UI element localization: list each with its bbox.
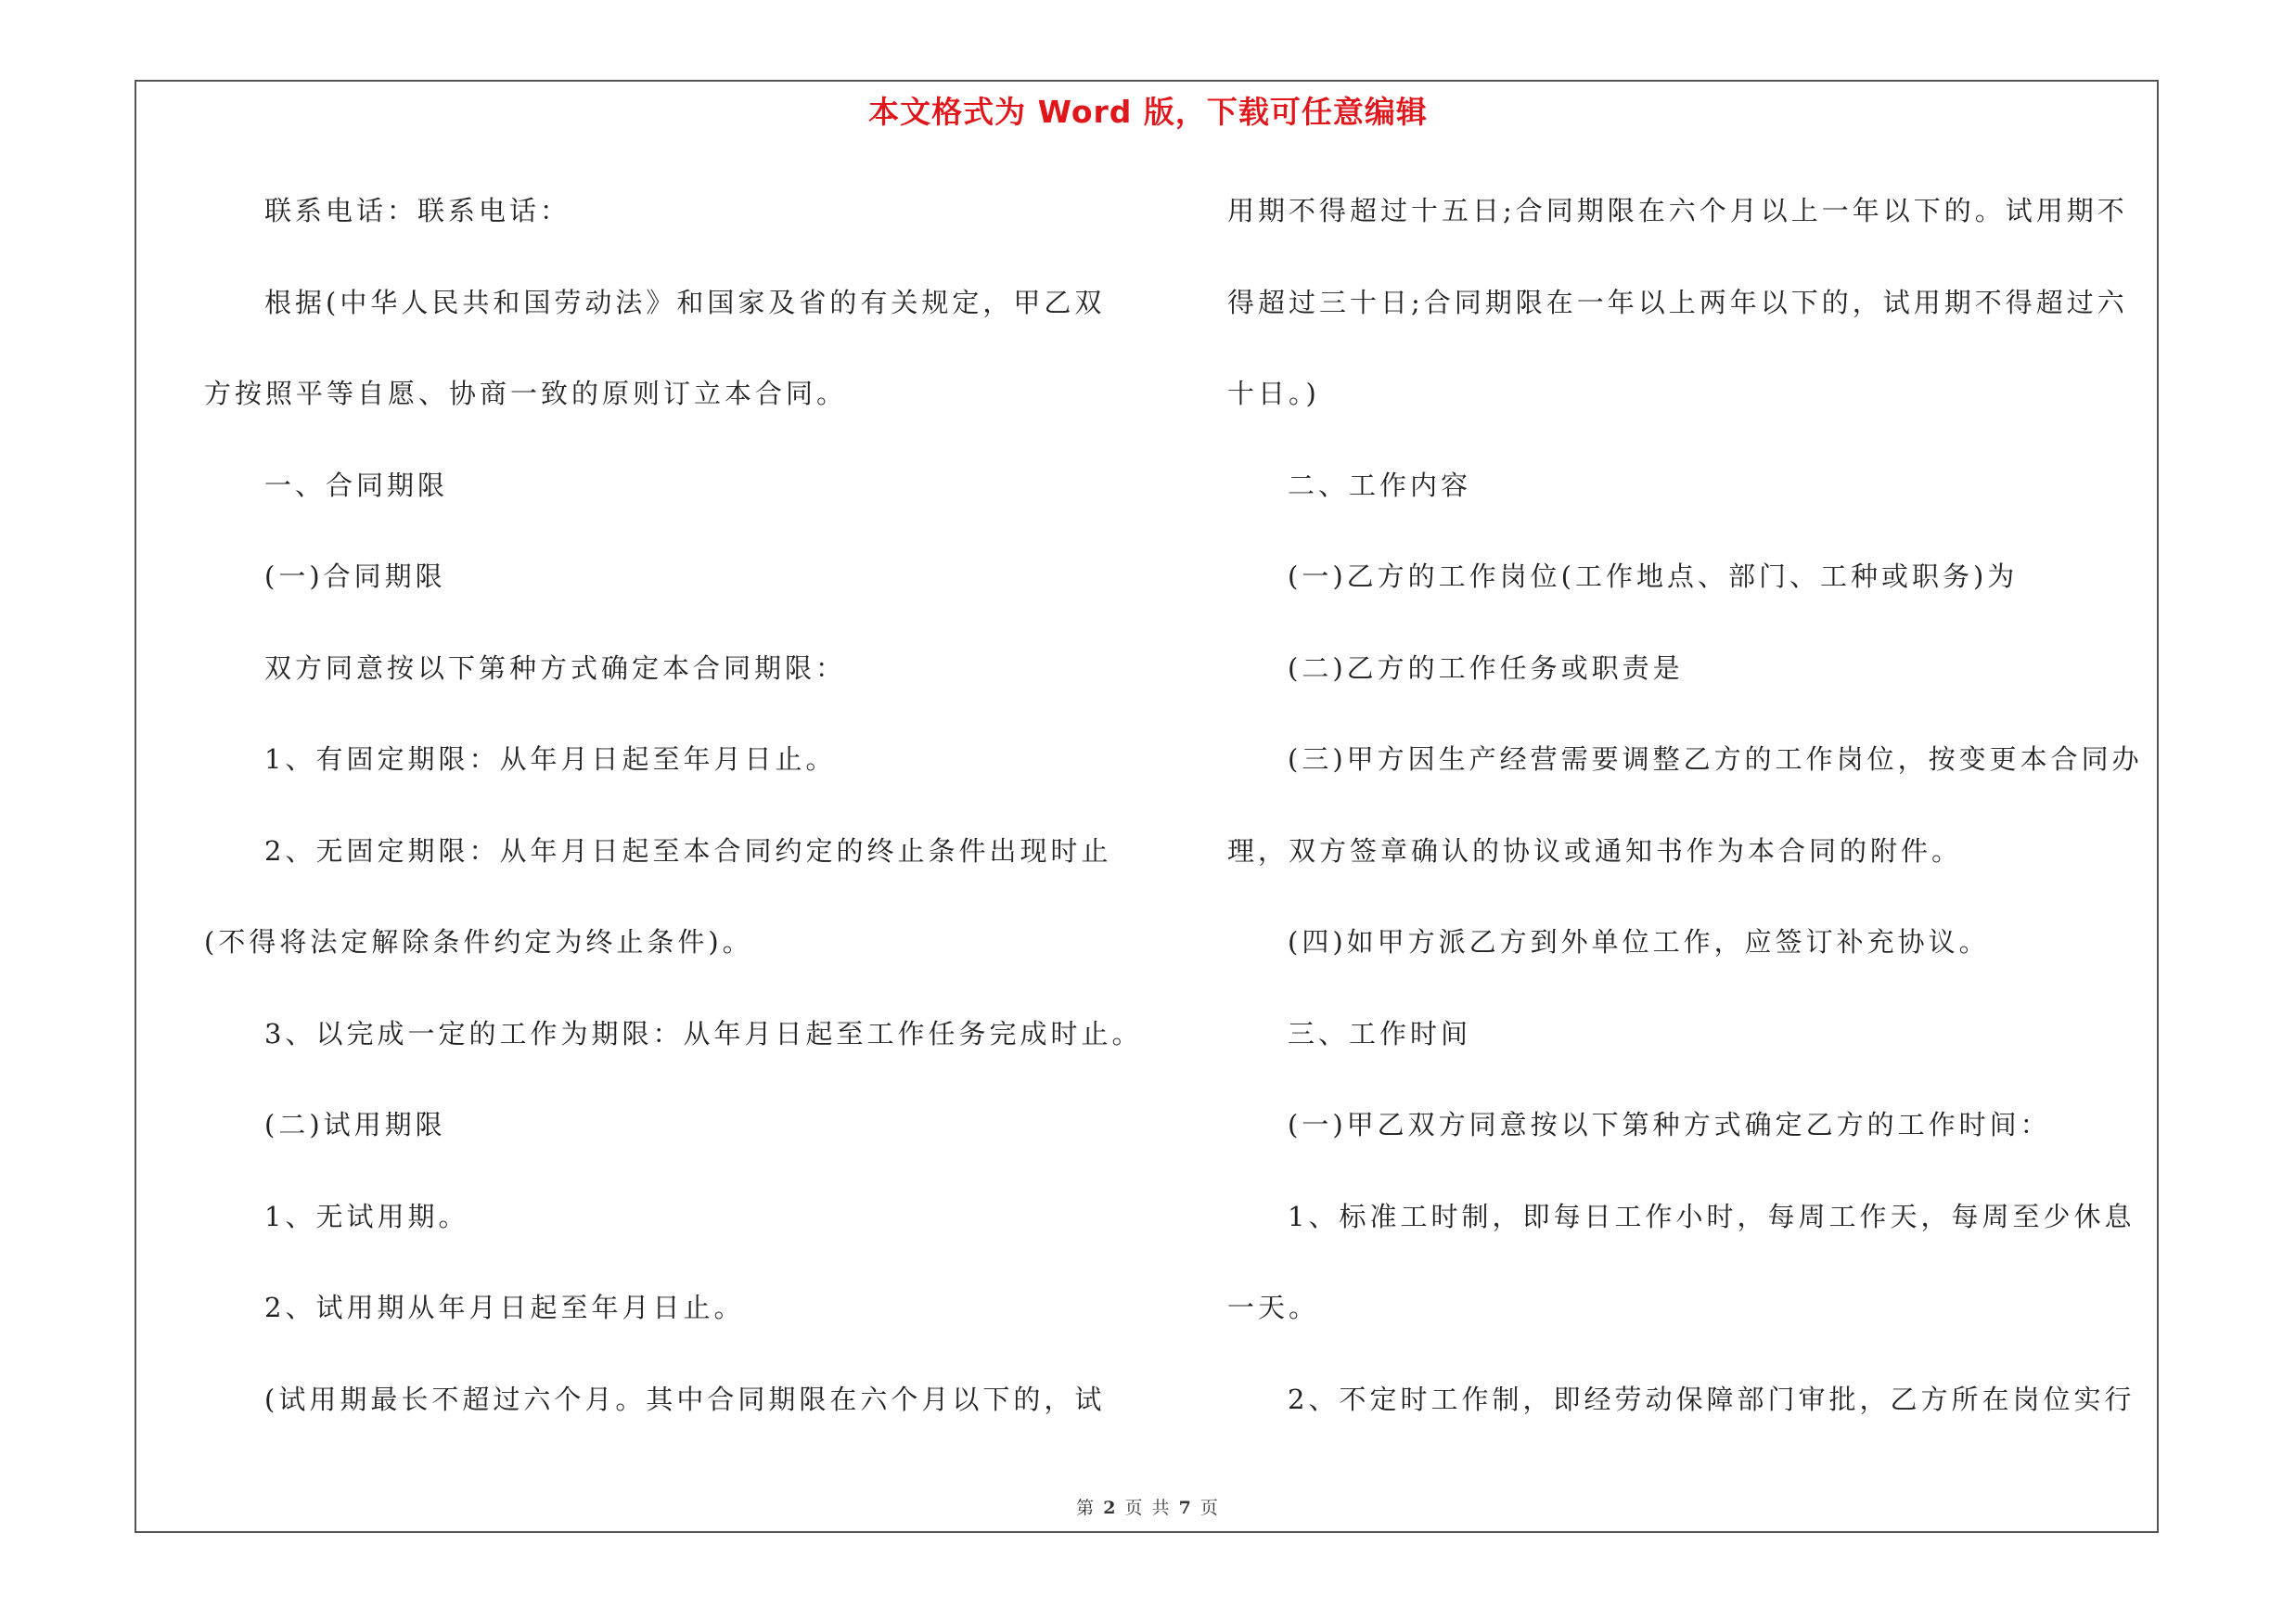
paragraph-line: 十日。) [1227,378,1320,409]
paragraph-line: 1、无试用期。 [264,1200,469,1232]
left-column [204,183,1143,1462]
paragraph-line: 一天。 [1227,1292,1320,1323]
paragraph-line: 二、工作内容 [1288,469,1472,501]
paragraph-line: 2、试用期从年月日起至年月日止。 [264,1292,745,1323]
paragraph-line: (四)如甲方派乙方到外单位工作，应签订补充协议。 [1288,926,1990,958]
paragraph-line: 2、不定时工作制，即经劳动保障部门审批，乙方所在岗位实行 [1288,1383,2136,1415]
paragraph-line: (试用期最长不超过六个月。其中合同期限在六个月以下的，试 [264,1383,1106,1415]
paragraph-line: 双方同意按以下第种方式确定本合同期限： [264,651,847,684]
paragraph-line: (二)乙方的工作任务或职责是 [1288,651,1684,684]
paragraph-line: 一、合同期限 [264,469,449,501]
paragraph-line: 联系电话：联系电话： [264,195,571,226]
footer-prefix: 第 [1076,1498,1097,1518]
format-banner: 本文格式为 Word 版，下载可任意编辑 [868,94,1428,130]
paragraph-line: (不得将法定解除条件约定为终止条件)。 [204,926,753,958]
paragraph-line: 得超过三十日;合同期限在一年以上两年以下的，试用期不得超过六 [1227,286,2128,318]
paragraph-line: (一)乙方的工作岗位(工作地点、部门、工种或职务)为 [1288,560,2019,592]
paragraph-line: 三、工作时间 [1288,1017,1472,1050]
paragraph-line: 2、无固定期限：从年月日起至本合同约定的终止条件出现时止 [264,834,1112,867]
paragraph-line: 理，双方签章确认的协议或通知书作为本合同的附件。 [1227,834,1963,867]
paragraph-line: (一)甲乙双方同意按以下第种方式确定乙方的工作时间： [1288,1109,2051,1140]
footer-suffix: 页 [1199,1498,1220,1518]
paragraph-line: (三)甲方因生产经营需要调整乙方的工作岗位，按变更本合同办 [1288,743,2143,775]
paragraph-line: 3、以完成一定的工作为期限：从年月日起至工作任务完成时止。 [264,1017,1143,1050]
paragraph-line: 1、标准工时制，即每日工作小时，每周工作天，每周至少休息 [1288,1200,2136,1232]
paragraph-line: (一)合同期限 [264,560,446,592]
footer-total-pages: 7 [1178,1498,1193,1518]
paragraph-line: 1、有固定期限：从年月日起至年月日止。 [264,743,837,775]
paragraph-line: (二)试用期限 [264,1109,446,1140]
footer-middle: 页 共 [1124,1498,1172,1518]
paragraph-line: 根据(中华人民共和国劳动法》和国家及省的有关规定，甲乙双 [264,286,1106,318]
footer-page-number: 2 [1103,1498,1118,1518]
paragraph-line: 用期不得超过十五日;合同期限在六个月以上一年以下的。试用期不 [1227,195,2128,226]
paragraph-line: 方按照平等自愿、协商一致的原则订立本合同。 [204,378,848,409]
page-footer [0,1494,2296,1519]
right-column [1227,183,2150,1462]
